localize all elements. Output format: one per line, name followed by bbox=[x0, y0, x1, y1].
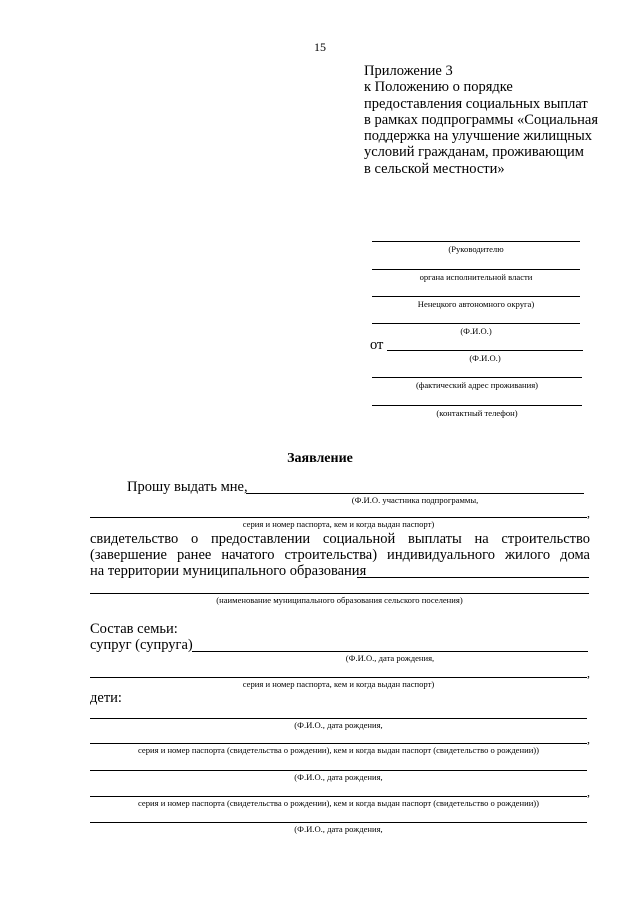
appendix-line: поддержка на улучшение жилищных bbox=[364, 128, 593, 145]
caption-child-fio: (Ф.И.О., дата рождения, bbox=[294, 772, 383, 782]
comma: , bbox=[587, 506, 590, 520]
fill-line-child2-doc[interactable] bbox=[90, 796, 587, 797]
appendix-line: в сельской местности» bbox=[364, 160, 505, 177]
fill-line-applicant-fio[interactable] bbox=[387, 350, 583, 351]
caption-region: Ненецкого автономного округа) bbox=[417, 299, 535, 309]
request-text: Прошу выдать мне, bbox=[127, 479, 248, 495]
from-label: от bbox=[370, 337, 384, 353]
appendix-header bbox=[364, 63, 634, 177]
spouse-label: супруг (супруга) bbox=[90, 637, 193, 653]
comma: , bbox=[587, 732, 590, 746]
caption-child-doc: серия и номер паспорта (свидетельства о рождении), кем и когда выдан паспорт (свидетельство о рождении)) bbox=[137, 798, 540, 808]
fill-line-child1-doc[interactable] bbox=[90, 743, 587, 744]
caption-address: (фактический адрес проживания) bbox=[415, 380, 539, 390]
caption-head: (Руководителю bbox=[448, 244, 504, 254]
fill-line-organ[interactable] bbox=[372, 269, 580, 270]
fill-line-municipality-2[interactable] bbox=[90, 593, 589, 594]
fill-line-passport[interactable] bbox=[90, 517, 587, 518]
children-label: дети: bbox=[90, 690, 122, 706]
fill-line-head[interactable] bbox=[372, 241, 580, 242]
appendix-line: в рамках подпрограммы «Социальная bbox=[364, 111, 599, 128]
caption-fio-applicant: (Ф.И.О.) bbox=[469, 353, 501, 363]
fill-line-region[interactable] bbox=[372, 296, 580, 297]
caption-child-fio: (Ф.И.О., дата рождения, bbox=[294, 824, 383, 834]
caption-organ: органа исполнительной власти bbox=[419, 272, 533, 282]
caption-spouse-passport: серия и номер паспорта, кем и когда выдан паспорт) bbox=[242, 679, 435, 689]
family-heading: Состав семьи: bbox=[90, 621, 178, 637]
appendix-line: к Положению о порядке bbox=[364, 79, 513, 96]
caption-phone: (контактный телефон) bbox=[436, 408, 518, 418]
appendix-line: Приложение 3 bbox=[364, 63, 453, 79]
caption-spouse-fio: (Ф.И.О., дата рождения, bbox=[345, 653, 435, 663]
caption-child-fio: (Ф.И.О., дата рождения, bbox=[294, 720, 383, 730]
fill-line-spouse[interactable] bbox=[192, 651, 588, 652]
fill-line-participant[interactable] bbox=[246, 493, 584, 494]
fill-line-municipality[interactable] bbox=[357, 577, 589, 578]
fill-line-head-fio[interactable] bbox=[372, 323, 580, 324]
comma: , bbox=[587, 785, 590, 799]
caption-participant: (Ф.И.О. участника подпрограммы, bbox=[351, 495, 479, 505]
appendix-line: предоставления социальных выплат bbox=[364, 95, 588, 112]
caption-child-doc: серия и номер паспорта (свидетельства о рождении), кем и когда выдан паспорт (свидетельство о рождении)) bbox=[137, 745, 540, 755]
page-number: 15 bbox=[314, 40, 326, 54]
paragraph-line: на территории муниципального образования bbox=[90, 563, 367, 579]
caption-passport: серия и номер паспорта, кем и когда выдан паспорт) bbox=[242, 519, 435, 529]
fill-line-phone[interactable] bbox=[372, 405, 582, 406]
fill-line-child2[interactable] bbox=[90, 770, 587, 771]
comma: , bbox=[587, 666, 590, 680]
fill-line-address[interactable] bbox=[372, 377, 582, 378]
caption-fio-head: (Ф.И.О.) bbox=[460, 326, 492, 336]
fill-line-child1[interactable] bbox=[90, 718, 587, 719]
fill-line-spouse-passport[interactable] bbox=[90, 677, 587, 678]
caption-municipality: (наименование муниципального образования сельского поселения) bbox=[216, 595, 463, 605]
paragraph-line: свидетельство о предоставлении социальной выплаты на строительство bbox=[90, 531, 590, 547]
appendix-line: условий гражданам, проживающим bbox=[364, 144, 584, 161]
paragraph-line: (завершение ранее начатого строительства) индивидуального жилого дома bbox=[90, 547, 590, 563]
document-title: Заявление bbox=[287, 451, 353, 466]
fill-line-child3[interactable] bbox=[90, 822, 587, 823]
